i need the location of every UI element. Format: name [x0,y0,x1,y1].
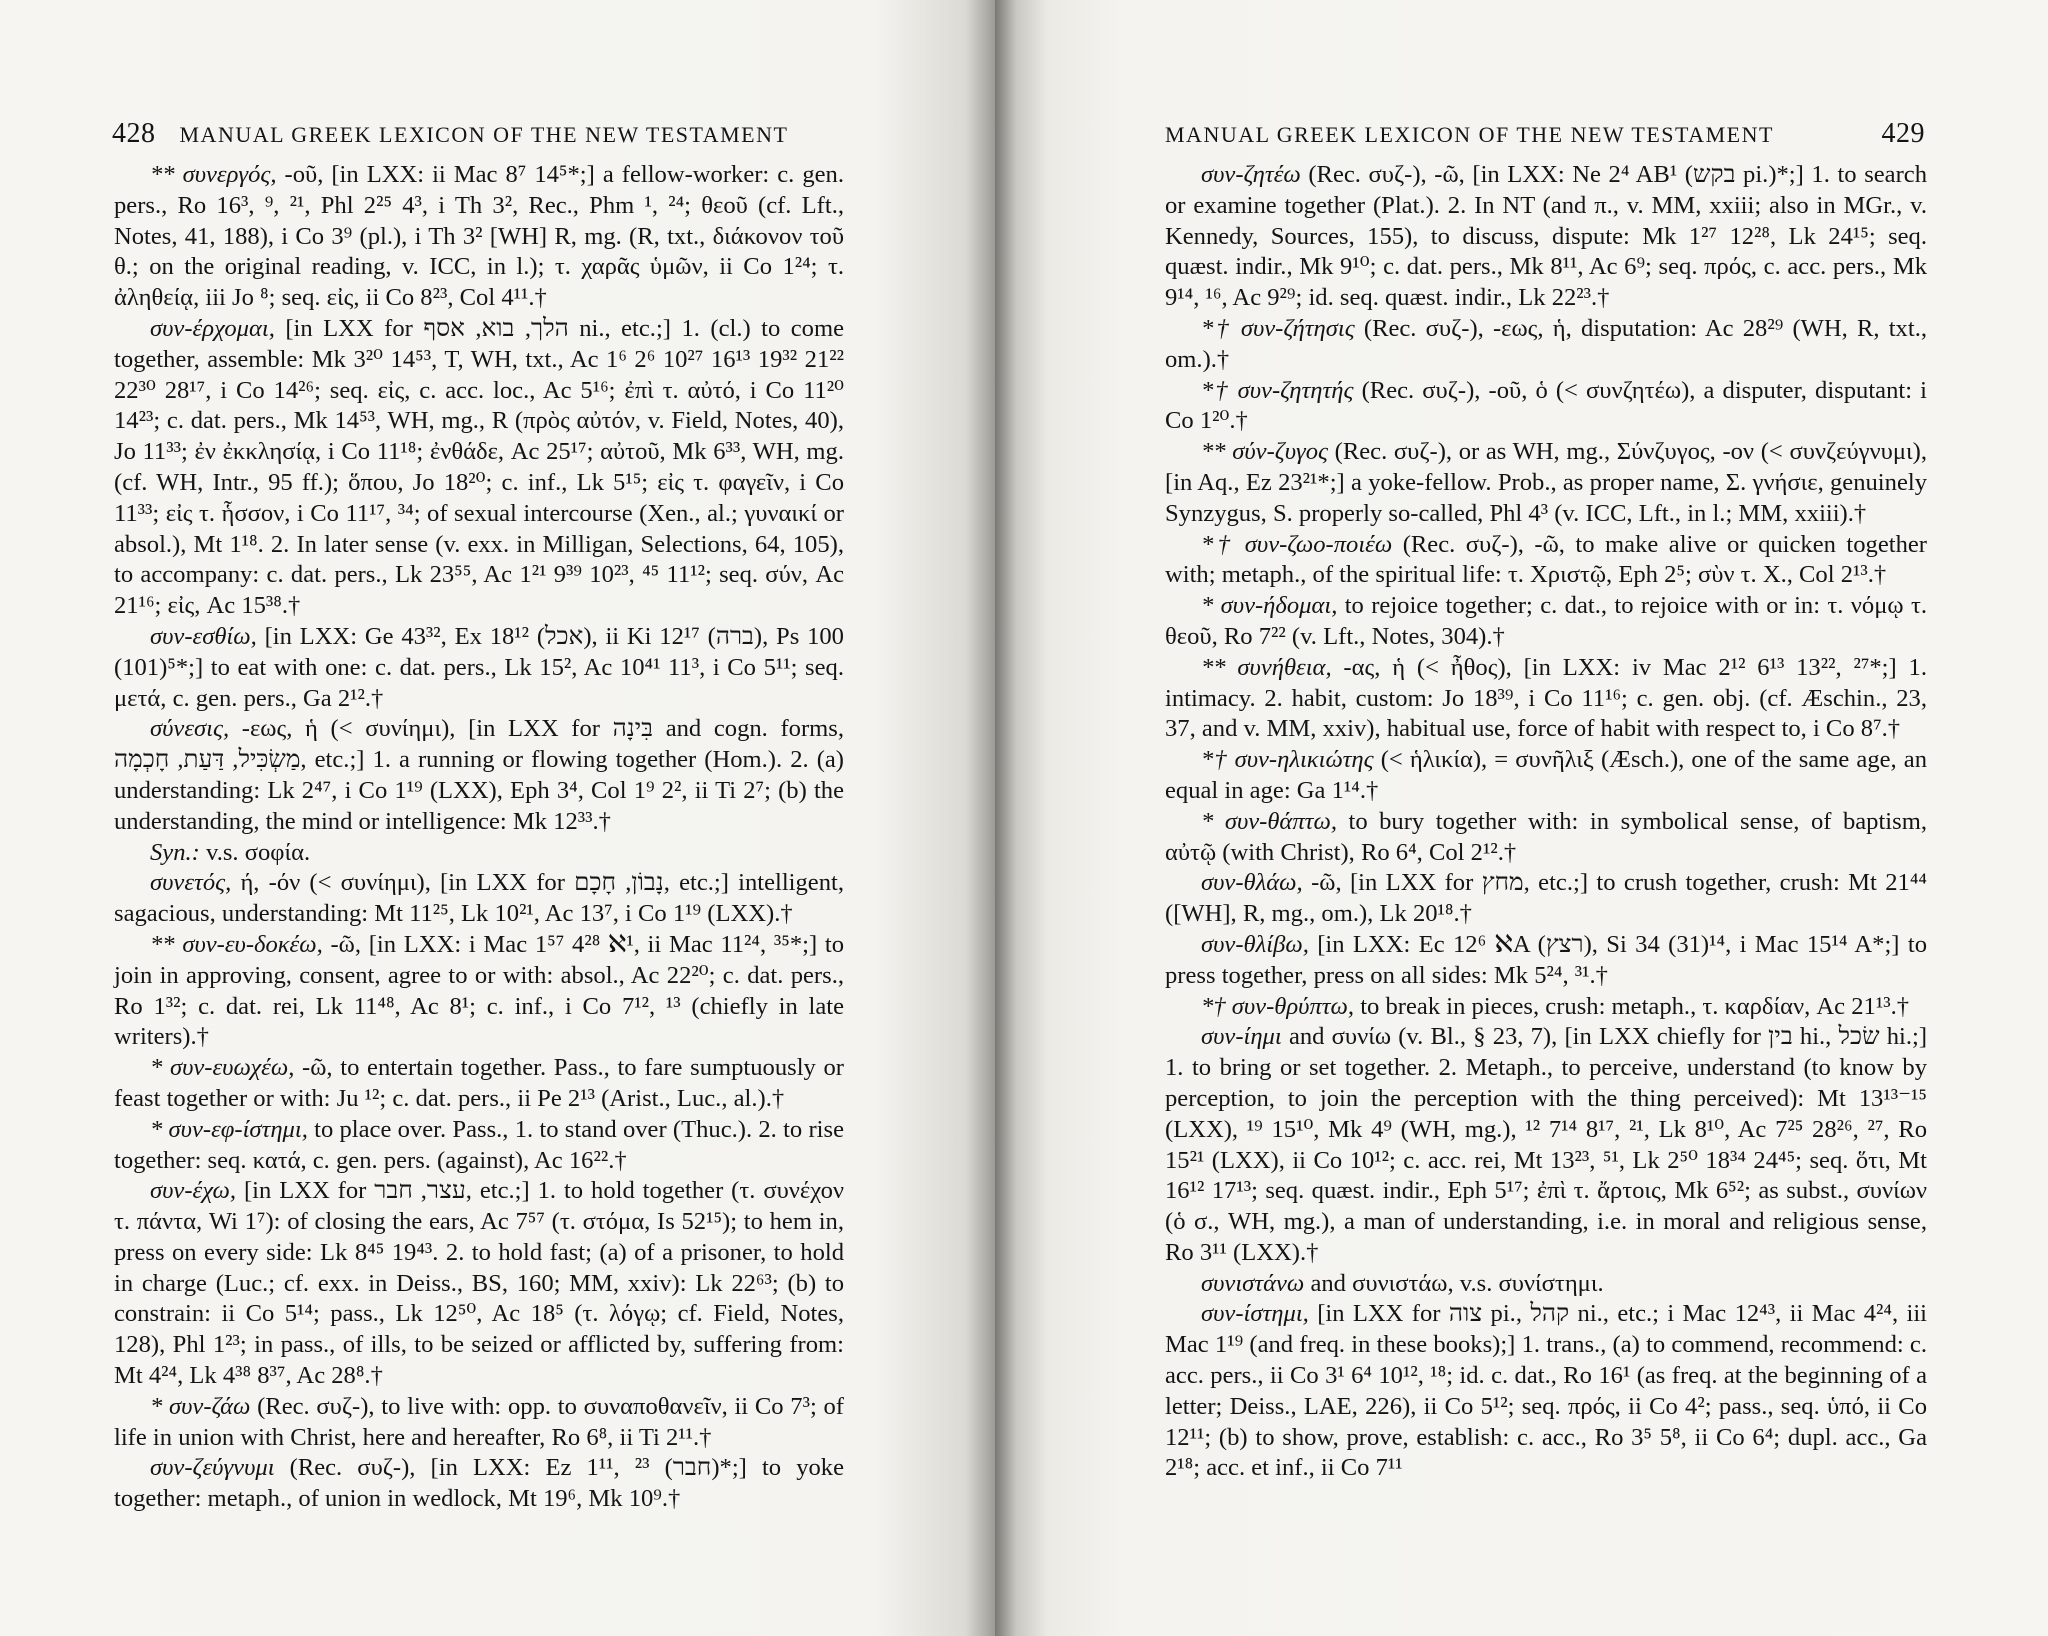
entry-headword: *† συν-ζήτησις [1201,314,1355,342]
entry-text: v.s. σοφία. [199,838,311,866]
entry-text: ή, -όν (< συνίημι), [in LXX for נָבוֹן, חָכָם, etc.;] intelligent, sagacious, understanding: Mt 11²⁵, Lk 10²¹, Ac 13⁷, i Co 1¹⁹ (LXX).† [114,869,844,928]
lexicon-entry [1165,653,1927,745]
left-page-header [112,118,882,150]
entry-text: [in LXX for צוה pi., קהל ni., etc.; i Mac 12⁴³, ii Mac 4²⁴, iii Mac 1¹⁹ (and freq. in these books);] 1. trans., (a) to commend, recommend: c. acc. pers., ii Co 3¹ 6⁴ 10¹², ¹⁸; id. c. dat., Ro 16¹ (as freq. at the beginning of a letter; Deiss., LAE, 226), ii Co 5¹²; seq. πρός, ii Co 4²; pass., seq. ὑπό, ii Co 12¹¹; (b) to show, prove, establish: c. acc., Ro 3⁵ 5⁸, ii Co 6⁴; dupl. acc., Ga 2¹⁸; acc. et inf., ii Co 7¹¹ [1165,1300,1928,1482]
entry-text: [in LXX: Ge 43³², Ex 18¹² (אכל), ii Ki 12¹⁷ (ברה), Ps 100 (101)⁵*;] to eat with one: c. dat. pers., Lk 15², Ac 10⁴¹ 11³, i Co 5¹¹; seq. μετά, c. gen. pers., Ga 2¹².† [114,622,844,712]
entry-headword: ** σύν-ζυγος [1201,438,1328,466]
entry-text: -εως, ἡ (< συνίημι), [in LXX for בִּינָה and cogn. forms, מַשְׂכִּיל, דַּעַת, חָכְמָה, etc.;] 1. a running or flowing together (Hom.). 2. (a) understanding: Lk 2⁴⁷, i Co 1¹⁹ (LXX), Eph 3⁴, Col 1⁹ 2², ii Ti 2⁷; (b) the understanding, the mind or intelligence: Mk 12³³.† [114,715,844,835]
lexicon-entry [1165,591,1927,653]
right-page-column [1165,160,1927,1484]
entry-text: (Rec. συζ-), [in LXX: Ez 1¹¹, ²³ (חבר)*;] to yoke together: metaph., of union in wedlock, Mt 19⁶, Mk 10⁹.† [114,1454,844,1513]
lexicon-entry [1165,745,1927,807]
entry-headword: * συν-θάπτω, [1201,807,1337,835]
lexicon-entry [1165,930,1927,992]
right-running-head: MANUAL GREEK LEXICON OF THE NEW TESTAMENT [1165,122,1774,147]
lexicon-entry [1165,376,1927,438]
lexicon-entry [1165,530,1927,592]
entry-headword: * συν-εφ-ίστημι, [150,1115,308,1143]
lexicon-entry [114,1115,844,1177]
lexicon-entry [1165,437,1927,529]
entry-text: (Rec. συζ-), -ῶ, to make alive or quicken together with; metaph., of the spiritual life: τ. Χριστῷ, Eph 2⁵; σὺν τ. Χ., Col 2¹³.† [1165,530,1927,589]
entry-text: -ῶ, to entertain together. Pass., to fare sumptuously or feast together or with: Ju ¹²; c. dat. pers., ii Pe 2¹³ (Arist., Luc., al.).† [114,1054,845,1112]
lexicon-entry [1165,160,1927,314]
lexicon-entry [114,314,844,622]
entry-text: -οῦ, [in LXX: ii Mac 8⁷ 14⁵*;] a fellow-worker: c. gen. pers., Ro 16³, ⁹, ²¹, Phl 2²⁵ 4³, i Th 3², Rec., Phm ¹, ²⁴; θεοῦ (cf. Lft., Notes, 41, 188), i Co 3⁹ (pl.), i Th 3² [WH] R, mg. (R, txt., διάκονον τοῦ θ.; on the original reading, v. ICC, in l.); τ. χαρᾶς ὑμῶν, ii Co 1²⁴; τ. ἀληθείᾳ, iii Jo ⁸; seq. εἰς, ii Co 8²³, Col 4¹¹.† [114,161,844,312]
entry-headword: ** συνεργός, [150,161,277,188]
entry-headword: συν-θλάω, [1201,869,1303,897]
entry-headword: Syn.: [150,838,200,866]
lexicon-entry [1165,807,1927,869]
lexicon-entry [1165,992,1927,1023]
entry-headword: ** συνήθεια, [1201,653,1332,681]
entry-headword: συν-ίστημι, [1201,1300,1309,1328]
entry-text: [in LXX for עצר, חבר, etc.;] 1. to hold together (τ. συνέχον τ. πάντα, Wi 1⁷): of closing the ears, Ac 7⁵⁷ (τ. στόμα, Is 52¹⁵); to hem in, press on every side: Lk 8⁴⁵ 19⁴³. 2. to hold fast; (a) of a prisoner, to hold in charge (Luc.; cf. exx. in Deiss., BS, 160; MM, xxiv): Lk 22⁶³; (b) to constrain: ii Co 5¹⁴; pass., Lk 12⁵⁰, Ac 18⁵ (τ. λόγῳ; cf. Field, Notes, 128), Phl 1²³; in pass., of ills, to be seized or afflicted by, suffering from: Mt 4²⁴, Lk 4³⁸ 8³⁷, Ac 28⁸.† [114,1177,845,1390]
entry-headword: *† συν-ηλικιώτης [1201,746,1374,774]
entry-headword: συν-ζεύγνυμι [150,1454,275,1482]
entry-text: to bury together with: in symbolical sense, of baptism, αὐτῷ (with Christ), Ro 6⁴, Col 2¹².† [1165,807,1927,866]
entry-text: [in LXX: Ec 12⁶ ℵA (רצץ), Si 34 (31)¹⁴, i Mac 15¹⁴ A*;] to press together, press on all sides: Mk 5²⁴, ³¹.† [1165,930,1927,989]
entry-headword: συν-ίημι [1201,1023,1282,1051]
lexicon-entry [114,1392,844,1454]
entry-headword: συν-ζητέω [1201,161,1301,188]
entry-text: (Rec. συζ-), to live with: opp. to συναποθανεῖν, ii Co 7³; of life in union with Christ, here and hereafter, Ro 6⁸, ii Ti 2¹¹.† [114,1392,844,1451]
lexicon-entry [114,868,844,930]
lexicon-entry [114,1176,844,1392]
entry-text: and συνίω (v. Bl., § 23, 7), [in LXX chiefly for בין hi., שׂכל hi.;] 1. to bring or set together. 2. Metaph., to perceive, understand (to know by perception, to join the perception with the thing perceived): Mt 13¹³⁻¹⁵ (LXX), ¹⁹ 15¹⁰, Mk 4⁹ (WH, mg.), ¹² 7¹⁴ 8¹⁷, ²¹, Lk 8¹⁰, Ac 7²⁵ 28²⁶, ²⁷, Ro 15²¹ (LXX), ii Co 10¹²; c. acc. rei, Mt 13²³, ⁵¹, Lk 2⁵⁰ 18³⁴ 24⁴⁵; seq. ὅτι, Mt 16¹² 17¹³; seq. quæst. indir., Eph 5¹⁷; ἐπὶ τ. ἄρτοις, Mk 6⁵²; as subst., συνίων (ὁ σ., WH, mg.), a man of understanding, i.e. in moral and religious sense, Ro 3¹¹ (LXX).† [1165,1023,1928,1266]
right-page-number: 429 [1881,118,1925,149]
entry-text: and συνιστάω, v.s. συνίστημι. [1304,1269,1604,1297]
entry-headword: *† συν-θρύπτω, [1201,992,1355,1020]
left-page-number: 428 [112,118,156,149]
right-page [995,0,2048,1636]
entry-headword: ** συν-ευ-δοκέω, [150,930,323,958]
left-running-head: MANUAL GREEK LEXICON OF THE NEW TESTAMENT [179,122,789,147]
lexicon-entry [1165,868,1927,930]
entry-headword: σύνεσις, [150,715,230,743]
entry-text: (Rec. συζ-), -οῦ, ὁ (< συνζητέω), a disputer, disputant: i Co 1²⁰.† [1165,376,1927,435]
lexicon-entry [114,714,844,837]
entry-text: -ῶ, [in LXX for מחץ, etc.;] to crush together, crush: Mt 21⁴⁴ ([WH], R, mg., om.), Lk 20¹⁸.† [1165,869,1928,928]
lexicon-entry [1165,1022,1927,1268]
entry-text: to place over. Pass., 1. to stand over (Thuc.). 2. to rise together: seq. κατά, c. gen. pers. (against), Ac 16²².† [114,1115,844,1174]
entry-headword: συνιστάνω [1201,1269,1305,1297]
left-page [0,0,995,1636]
entry-headword: συνετός, [150,869,232,897]
lexicon-entry [114,1053,844,1115]
lexicon-entry [1165,1269,1927,1300]
lexicon-entry [114,160,844,314]
entry-headword: συν-έρχομαι, [150,314,275,342]
entry-text: -ῶ, [in LXX: i Mac 1⁵⁷ 4²⁸ ℵ¹, ii Mac 11²⁴, ³⁵*;] to join in approving, consent, agree to or with: absol., Ac 22²⁰; c. dat. pers., Ro 1³²; c. dat. rei, Lk 11⁴⁸, Ac 8¹; c. inf., i Co 7¹², ¹³ (chiefly in late writers).† [114,930,844,1051]
entry-headword: *† συν-ζωο-ποιέω [1201,530,1393,558]
entry-headword: συν-θλίβω, [1201,930,1309,958]
entry-headword: * συν-ζάω [150,1392,251,1420]
entry-text: (Rec. συζ-), -εως, ἡ, disputation: Ac 28²⁹ (WH, R, txt., om.).† [1165,314,1927,373]
lexicon-entry [1165,1299,1927,1484]
entry-headword: συν-έχω, [150,1177,237,1205]
lexicon-entry [114,1453,844,1515]
entry-text: -ας, ἡ (< ἦθος), [in LXX: iv Mac 2¹² 6¹³ 13²², ²⁷*;] 1. intimacy. 2. habit, custom: Jo 18³⁹, i Co 11¹⁶; c. gen. obj. (cf. Æschin., 23, 37, and v. MM, xxiv), habitual use, force of habit with respect to, i Co 8⁷.† [1165,653,1927,743]
entry-headword: *† συν-ζητητής [1201,376,1354,404]
entry-text: to break in pieces, crush: metaph., τ. καρδίαν, Ac 21¹³.† [1354,992,1910,1020]
right-page-header [1165,118,1925,150]
lexicon-entry [114,930,844,1053]
lexicon-entry [1165,314,1927,376]
entry-headword: συν-εσθίω, [150,622,257,650]
lexicon-entry [114,838,844,869]
entry-headword: * συν-ήδομαι, [1201,592,1338,620]
entry-text: (Rec. συζ-), -ῶ, [in LXX: Ne 2⁴ AB¹ (בקש pi.)*;] 1. to search or examine together (Plat.). 2. In NT (and π., v. MM, xxiii; also in MGr., v. Kennedy, Sources, 155), to discuss, dispute: Mk 1²⁷ 12²⁸, Lk 24¹⁵; seq. quæst. indir., Mk 9¹⁰; c. dat. pers., Mk 8¹¹, Ac 6⁹; seq. πρός, c. acc. pers., Mk 9¹⁴, ¹⁶, Ac 9²⁹; id. seq. quæst. indir., Lk 22²³.† [1165,161,1927,312]
entry-text: (< ἡλικία), = συνῆλιξ (Æsch.), one of the same age, an equal in age: Ga 1¹⁴.† [1165,746,1927,804]
lexicon-entry [114,622,844,714]
left-page-column [114,160,844,1515]
entry-text: to rejoice together; c. dat., to rejoice with or in: τ. νόμῳ τ. θεοῦ, Ro 7²² (v. Lft., Notes, 304).† [1165,592,1927,650]
entry-headword: * συν-ευωχέω, [150,1054,295,1082]
entry-text: [in LXX for הלך, בוא, אסף ni., etc.;] 1. (cl.) to come together, assemble: Mk 3²⁰ 14⁵³, T, WH, txt., Ac 1⁶ 2⁶ 10²⁷ 16¹³ 19³² 21²² 22³⁰ 28¹⁷, i Co 14²⁶; seq. εἰς, c. acc. loc., Ac 5¹⁶; ἐπὶ τ. αὐτό, i Co 11²⁰ 14²³; c. dat. pers., Mk 14⁵³, WH, mg., R (πρὸς αὐτόν, v. Field, Notes, 40), Jo 11³³; ἐν ἐκκλησίᾳ, i Co 11¹⁸; ἐνθάδε, Ac 25¹⁷; αὐτοῦ, Mk 6³³, WH, mg. (cf. WH, Intr., 95 ff.); ὅπου, Jo 18²⁰; c. inf., Lk 5¹⁵; εἰς τ. φαγεῖν, i Co 11³³; εἰς τ. ἧσσον, i Co 11¹⁷, ³⁴; of sexual intercourse (Xen., al.; γυναικί or absol.), Mt 1¹⁸. 2. In later sense (v. exx. in Milligan, Selections, 64, 105), to accompany: c. dat. pers., Lk 23⁵⁵, Ac 1²¹ 9³⁹ 10²³, ⁴⁵ 11¹²; seq. σύν, Ac 21¹⁶; εἰς, Ac 15³⁸.† [114,314,845,620]
entry-text: (Rec. συζ-), or as WH, mg., Σύνζυγος, -ον (< συνζεύγνυμι), [in Aq., Ez 23²¹*;] a yoke-fellow. Prob., as proper name, Σ. γνήσιε, genuinely Synzygus, S. properly so-called, Phl 4³ (v. ICC, Lft., in l.; MM, xxiii).† [1165,438,1927,527]
